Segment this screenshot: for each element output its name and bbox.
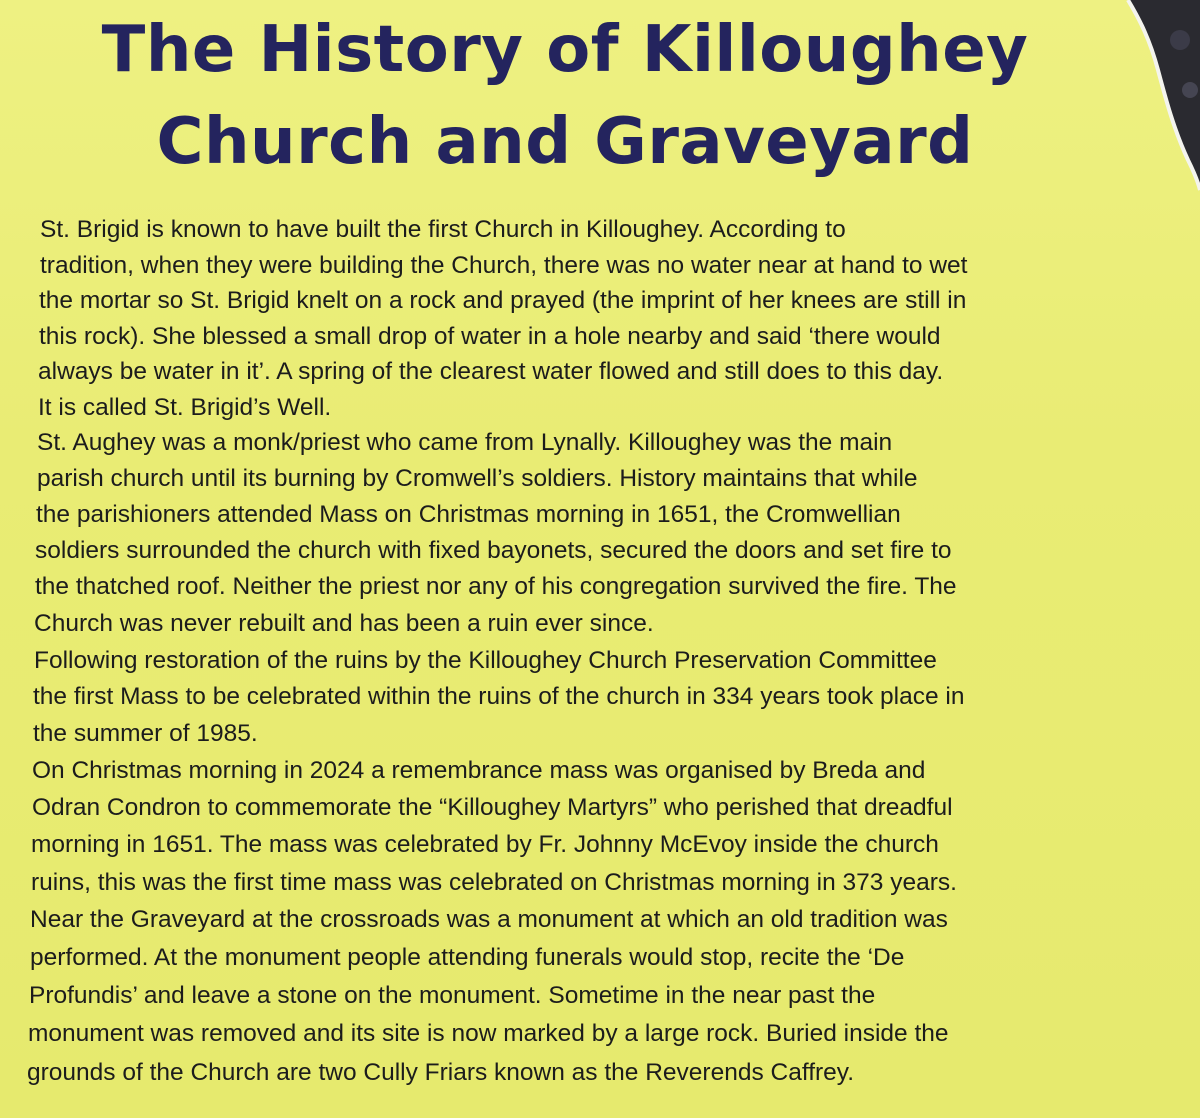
body-line: St. Brigid is known to have built the first Church in Killoughey. According to: [40, 216, 846, 243]
body-line: the parishioners attended Mass on Christmas morning in 1651, the Cromwellian: [36, 501, 901, 528]
body-line: St. Aughey was a monk/priest who came from Lynally. Killoughey was the main: [37, 429, 893, 456]
body-line: grounds of the Church are two Cully Friars known as the Reverends Caffrey.: [27, 1059, 855, 1086]
body-line: this rock). She blessed a small drop of water in a hole nearby and said ‘there would: [39, 323, 941, 350]
body-line: On Christmas morning in 2024 a remembrance mass was organised by Breda and: [32, 757, 926, 784]
body-line: ruins, this was the first time mass was celebrated on Christmas morning in 373 years.: [31, 869, 957, 896]
body-line: the first Mass to be celebrated within the ruins of the church in 334 years took place in: [33, 683, 965, 710]
body-line: It is called St. Brigid’s Well.: [38, 394, 332, 421]
body-line: the thatched roof. Neither the priest nor any of his congregation survived the fire. The: [35, 573, 957, 600]
body-line: always be water in it’. A spring of the clearest water flowed and still does to this day.: [38, 358, 944, 385]
body-line: performed. At the monument people attending funerals would stop, recite the ‘De: [30, 944, 905, 971]
body-line: the mortar so St. Brigid knelt on a rock and prayed (the imprint of her knees are still in: [39, 287, 967, 314]
sign-title: [0, 4, 1130, 188]
body-line: parish church until its burning by Cromwell’s soldiers. History maintains that while: [37, 465, 918, 492]
body-line: Odran Condron to commemorate the “Killoughey Martyrs” who perished that dreadful: [32, 794, 953, 821]
body-line: Church was never rebuilt and has been a ruin ever since.: [34, 610, 654, 637]
title-line-2: Church and Graveyard: [156, 105, 974, 179]
body-line: tradition, when they were building the Church, there was no water near at hand to wet: [40, 252, 968, 279]
title-line-1: The History of Killoughey: [101, 13, 1029, 87]
body-line: monument was removed and its site is now marked by a large rock. Buried inside the: [28, 1020, 949, 1047]
body-line: the summer of 1985.: [33, 720, 258, 747]
body-line: Profundis’ and leave a stone on the monument. Sometime in the near past the: [29, 982, 876, 1009]
body-line: Near the Graveyard at the crossroads was a monument at which an old tradition was: [30, 906, 948, 933]
body-line: morning in 1651. The mass was celebrated by Fr. Johnny McEvoy inside the church: [31, 831, 939, 858]
body-line: Following restoration of the ruins by the Killoughey Church Preservation Committee: [34, 647, 937, 674]
body-line: soldiers surrounded the church with fixed bayonets, secured the doors and set fire to: [35, 537, 952, 564]
